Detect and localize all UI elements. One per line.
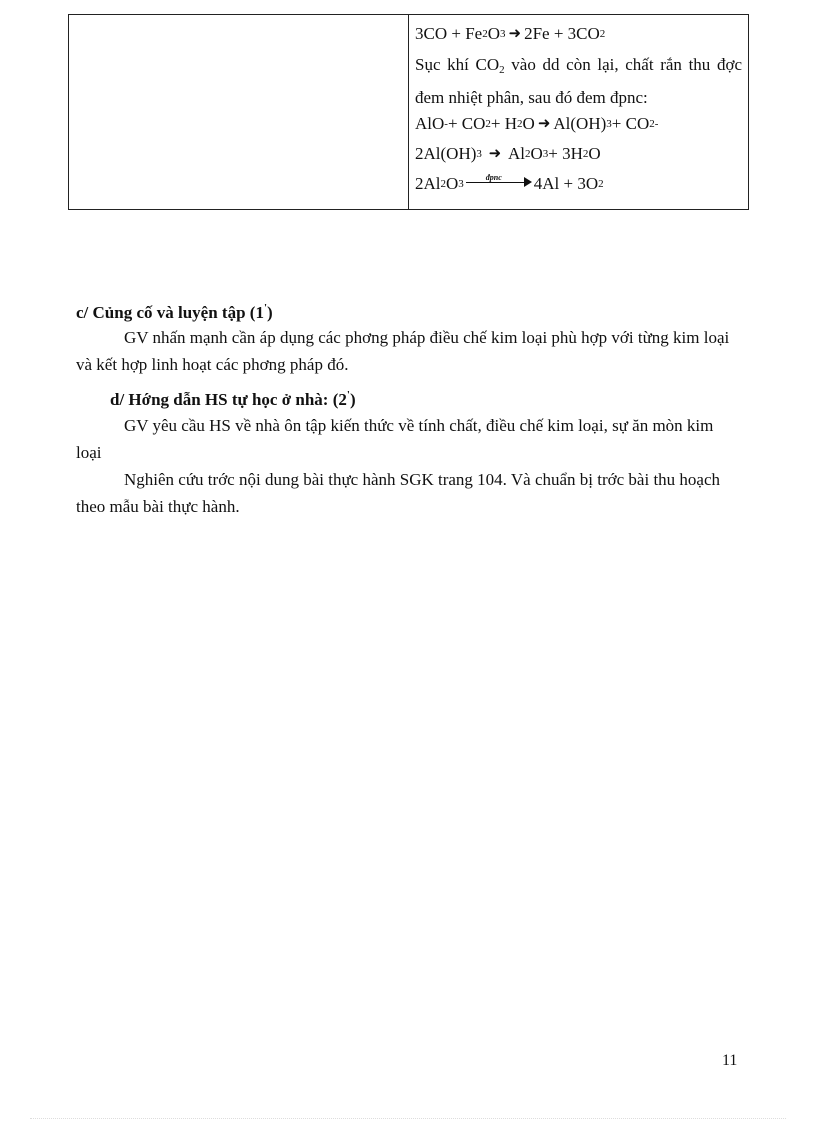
section-c-heading: c/ Củng cố và luyện tập (1') — [76, 302, 273, 322]
section-d-heading: d/ Hớng dẫn HS tự học ở nhà: (2') — [110, 389, 356, 409]
footer-divider — [30, 1118, 786, 1119]
equation-co-fe2o3: 3CO + Fe 2 O 3 ➜ 2Fe + 3CO 2 — [415, 21, 742, 51]
equation-al-oh-3: 2Al(OH) 3 ➜ Al 2 O 3 + 3H 2 O — [415, 141, 742, 171]
equation-electrolysis: 2Al 2 O 3 đpnc 4Al + 3O 2 — [415, 173, 604, 193]
arrow-icon: ➜ — [537, 116, 551, 132]
lesson-content — [76, 292, 736, 520]
section-c-text: GV nhấn mạnh cần áp dụng các phơng pháp điều chế kim loại phù hợp với từng kim loại và kết hợp linh hoạt các phơng pháp đó. — [76, 328, 730, 374]
table-left-cell — [69, 15, 409, 209]
page-number: 11 — [722, 1052, 738, 1069]
table-right-cell — [409, 15, 748, 209]
reaction-table — [68, 14, 749, 210]
equation-alo2-co2: AlO - + CO 2 + H 2 O ➜ Al(OH) 3 + CO 2- — [415, 111, 742, 141]
section-d-text-1: GV yêu cầu HS về nhà ôn tập kiến thức về tính chất, điều chế kim loại, sự ăn mòn kim loại — [76, 416, 714, 462]
long-arrow-icon: đpnc — [466, 171, 532, 191]
co2-description: Sục khí $CO_2$ vào dd còn lại, chất rắn thu đợc đem nhiệt phân, sau đó đem đpnc: — [415, 55, 742, 107]
arrow-icon: ➜ — [484, 146, 505, 162]
arrow-icon: ➜ — [508, 26, 522, 42]
section-d-text-2: Nghiên cứu trớc nội dung bài thực hành SGK trang 104. Và chuẩn bị trớc bài thu hoạch theo mẫu bài thực hành. — [76, 470, 721, 516]
